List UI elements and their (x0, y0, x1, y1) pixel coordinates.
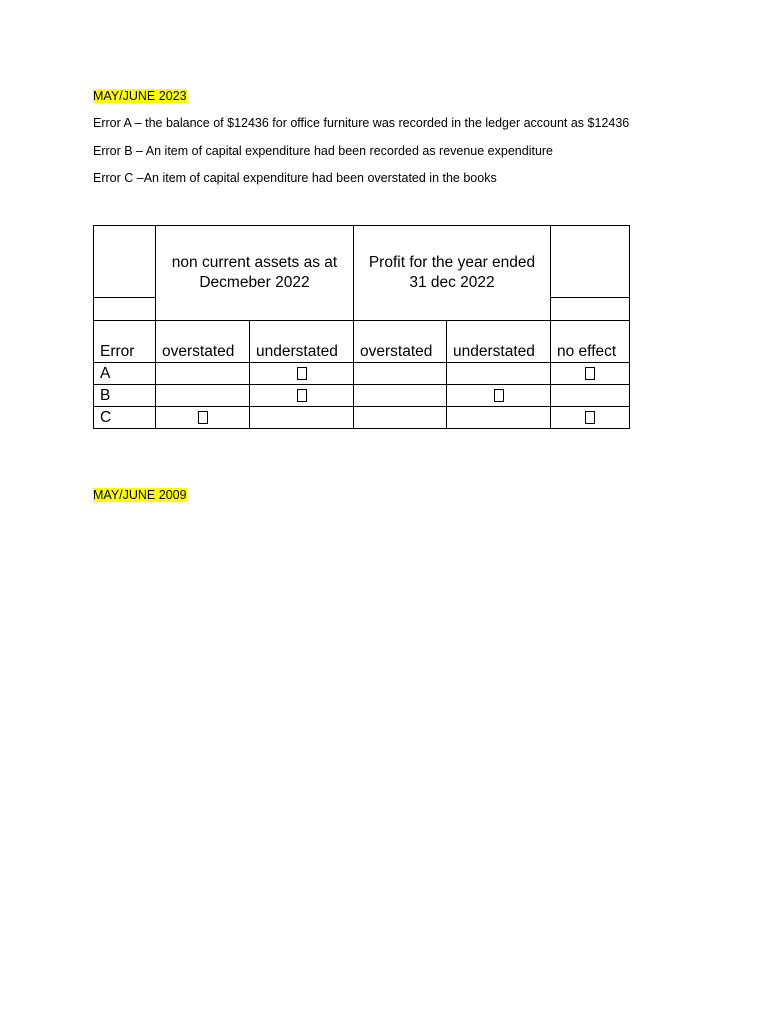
mark-cell (156, 407, 250, 429)
mark-cell (354, 363, 447, 385)
highlighted-heading: MAY/JUNE 2023 (93, 89, 187, 103)
mark-cell (551, 385, 630, 407)
highlighted-heading: MAY/JUNE 2009 (93, 488, 187, 502)
mark-cell (447, 407, 551, 429)
error-column-header: Error (94, 321, 156, 363)
row-label: B (94, 385, 156, 407)
check-box-glyph-icon (494, 389, 504, 402)
mark-cell (354, 385, 447, 407)
error-effect-table (93, 225, 630, 429)
table-corner-cell (94, 226, 156, 298)
error-b-description: Error B – An item of capital expenditure had been recorded as revenue expenditure (93, 144, 554, 158)
mark-cell (250, 363, 354, 385)
table-header-row (94, 226, 630, 298)
table-body (94, 363, 630, 429)
section-heading-2023 (93, 88, 187, 104)
table-spacer-cell (551, 298, 630, 321)
mark-cell (250, 385, 354, 407)
table-row (94, 385, 630, 407)
row-label: C (94, 407, 156, 429)
mark-cell (551, 363, 630, 385)
mark-cell (447, 385, 551, 407)
mark-cell (250, 407, 354, 429)
table-row (94, 363, 630, 385)
no-effect-header: no effect (551, 321, 630, 363)
table-spacer-cell (94, 298, 156, 321)
mark-cell (354, 407, 447, 429)
mark-cell (551, 407, 630, 429)
check-box-glyph-icon (297, 389, 307, 402)
check-box-glyph-icon (585, 411, 595, 424)
profit-overstated-header: overstated (354, 321, 447, 363)
check-box-glyph-icon (585, 367, 595, 380)
table-row (94, 407, 630, 429)
mark-cell (156, 385, 250, 407)
row-label: A (94, 363, 156, 385)
nca-group-header: non current assets as at Decmeber 2022 (156, 226, 354, 321)
profit-group-header: Profit for the year ended 31 dec 2022 (354, 226, 551, 321)
table-header-blank-cell (551, 226, 630, 298)
mark-cell (447, 363, 551, 385)
error-a-description: Error A – the balance of $12436 for office furniture was recorded in the ledger account as $12436 (93, 116, 630, 130)
nca-overstated-header: overstated (156, 321, 250, 363)
mark-cell (156, 363, 250, 385)
nca-understated-header: understated (250, 321, 354, 363)
error-c-description: Error C –An item of capital expenditure had been overstated in the books (93, 171, 497, 185)
profit-understated-header: understated (447, 321, 551, 363)
table-column-header-row (94, 321, 630, 363)
section-heading-2009 (93, 487, 187, 503)
check-box-glyph-icon (198, 411, 208, 424)
check-box-glyph-icon (297, 367, 307, 380)
